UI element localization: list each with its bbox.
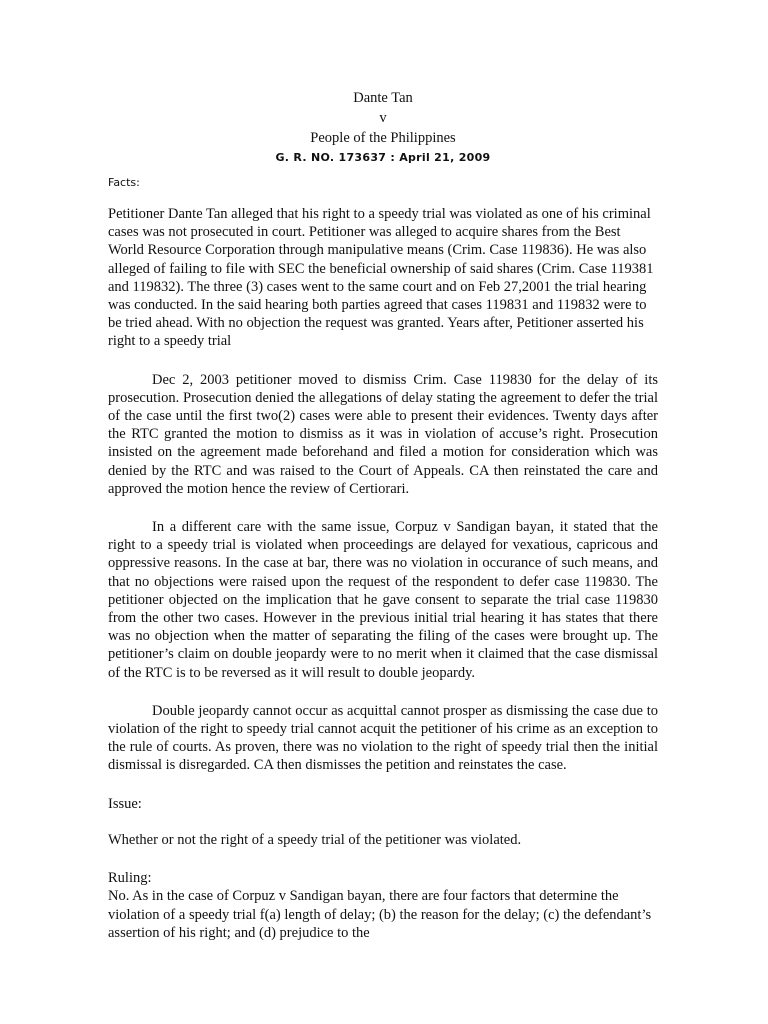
facts-paragraph-1: Petitioner Dante Tan alleged that his right to a speedy trial was violated as one of his criminal cases was not prosecuted in court. Petitioner was alleged to acquire shares from the Best World Resource Corporation through manipulative means (Crim. Case 119836). He was also alleged of failing to file with SEC the beneficial ownership of said shares (Crim. Case 119381 and 119832). The three (3) cases went to the same court and on Feb 27,2001 the trial hearing was conducted. In the said hearing both parties agreed that cases 119831 and 119832 were to be tried ahead. With no objection the request was granted. Years after, Petitioner asserted his right to a speedy trial xyxy=(108,206,654,350)
facts-paragraph-4: Double jeopardy cannot occur as acquittal cannot prosper as dismissing the case due to violation of the right to speedy trial cannot acquit the petitioner of his crime as an exception to the rule of courts. As proven, there was no violation to the right of speedy trial then the initial dismissal is disregarded. CA then dismisses the petition and reinstates the case. xyxy=(108,702,658,774)
case-number: G. R. NO. 173637 : April 21, 2009 xyxy=(275,151,491,164)
ruling-heading: Ruling: xyxy=(108,870,152,887)
facts-heading: Facts: xyxy=(108,176,140,189)
case-title-block xyxy=(108,88,658,168)
versus-label: v xyxy=(379,110,387,126)
facts-paragraph-3: In a different care with the same issue, Corpuz v Sandigan bayan, it stated that the right to a speedy trial is violated when proceedings are delayed for vexatious, capricous and oppressive reasons. In the case at bar, there was no violation in occurance of such means, and that no objections were raised upon the request of the respondent to defer case 119830. The petitioner objected on the implication that he gave consent to separate the trial case 119830 from the other two cases. However in the previous initial trial hearing it has states that there was no objection when the matter of separating the filing of the cases were brought up. The petitioner’s claim on double jeopardy were to no merit when it claimed that the case dismissal of the RTC is to be reversed as it will result to double jeopardy. xyxy=(108,519,658,681)
petitioner-name: Dante Tan xyxy=(353,90,413,106)
issue-heading: Issue: xyxy=(108,795,142,812)
facts-paragraph-2: Dec 2, 2003 petitioner moved to dismiss Crim. Case 119830 for the delay of its prosecution. Prosecution denied the allegations of delay stating the agreement to defer the trial of the case until the first two(2) cases were able to present their evidences. Twenty days after the RTC granted the motion to dismiss as it was in violation of accuse’s right. Prosecution insisted on the agreement made beforehand and filed a motion for consideration which was denied by the RTC and was raised to the Court of Appeals. CA then reinstated the care and approved the motion hence the review of Certiorari. xyxy=(108,371,658,497)
ruling-text: No. As in the case of Corpuz v Sandigan bayan, there are four factors that determine the violation of a speedy trial f(a) length of delay; (b) the reason for the delay; (c) the defendant’s assertion of his right; and (d) prejudice to the xyxy=(108,888,652,941)
respondent-name: People of the Philippines xyxy=(310,130,456,146)
issue-text: Whether or not the right of a speedy trial of the petitioner was violated. xyxy=(108,831,522,848)
